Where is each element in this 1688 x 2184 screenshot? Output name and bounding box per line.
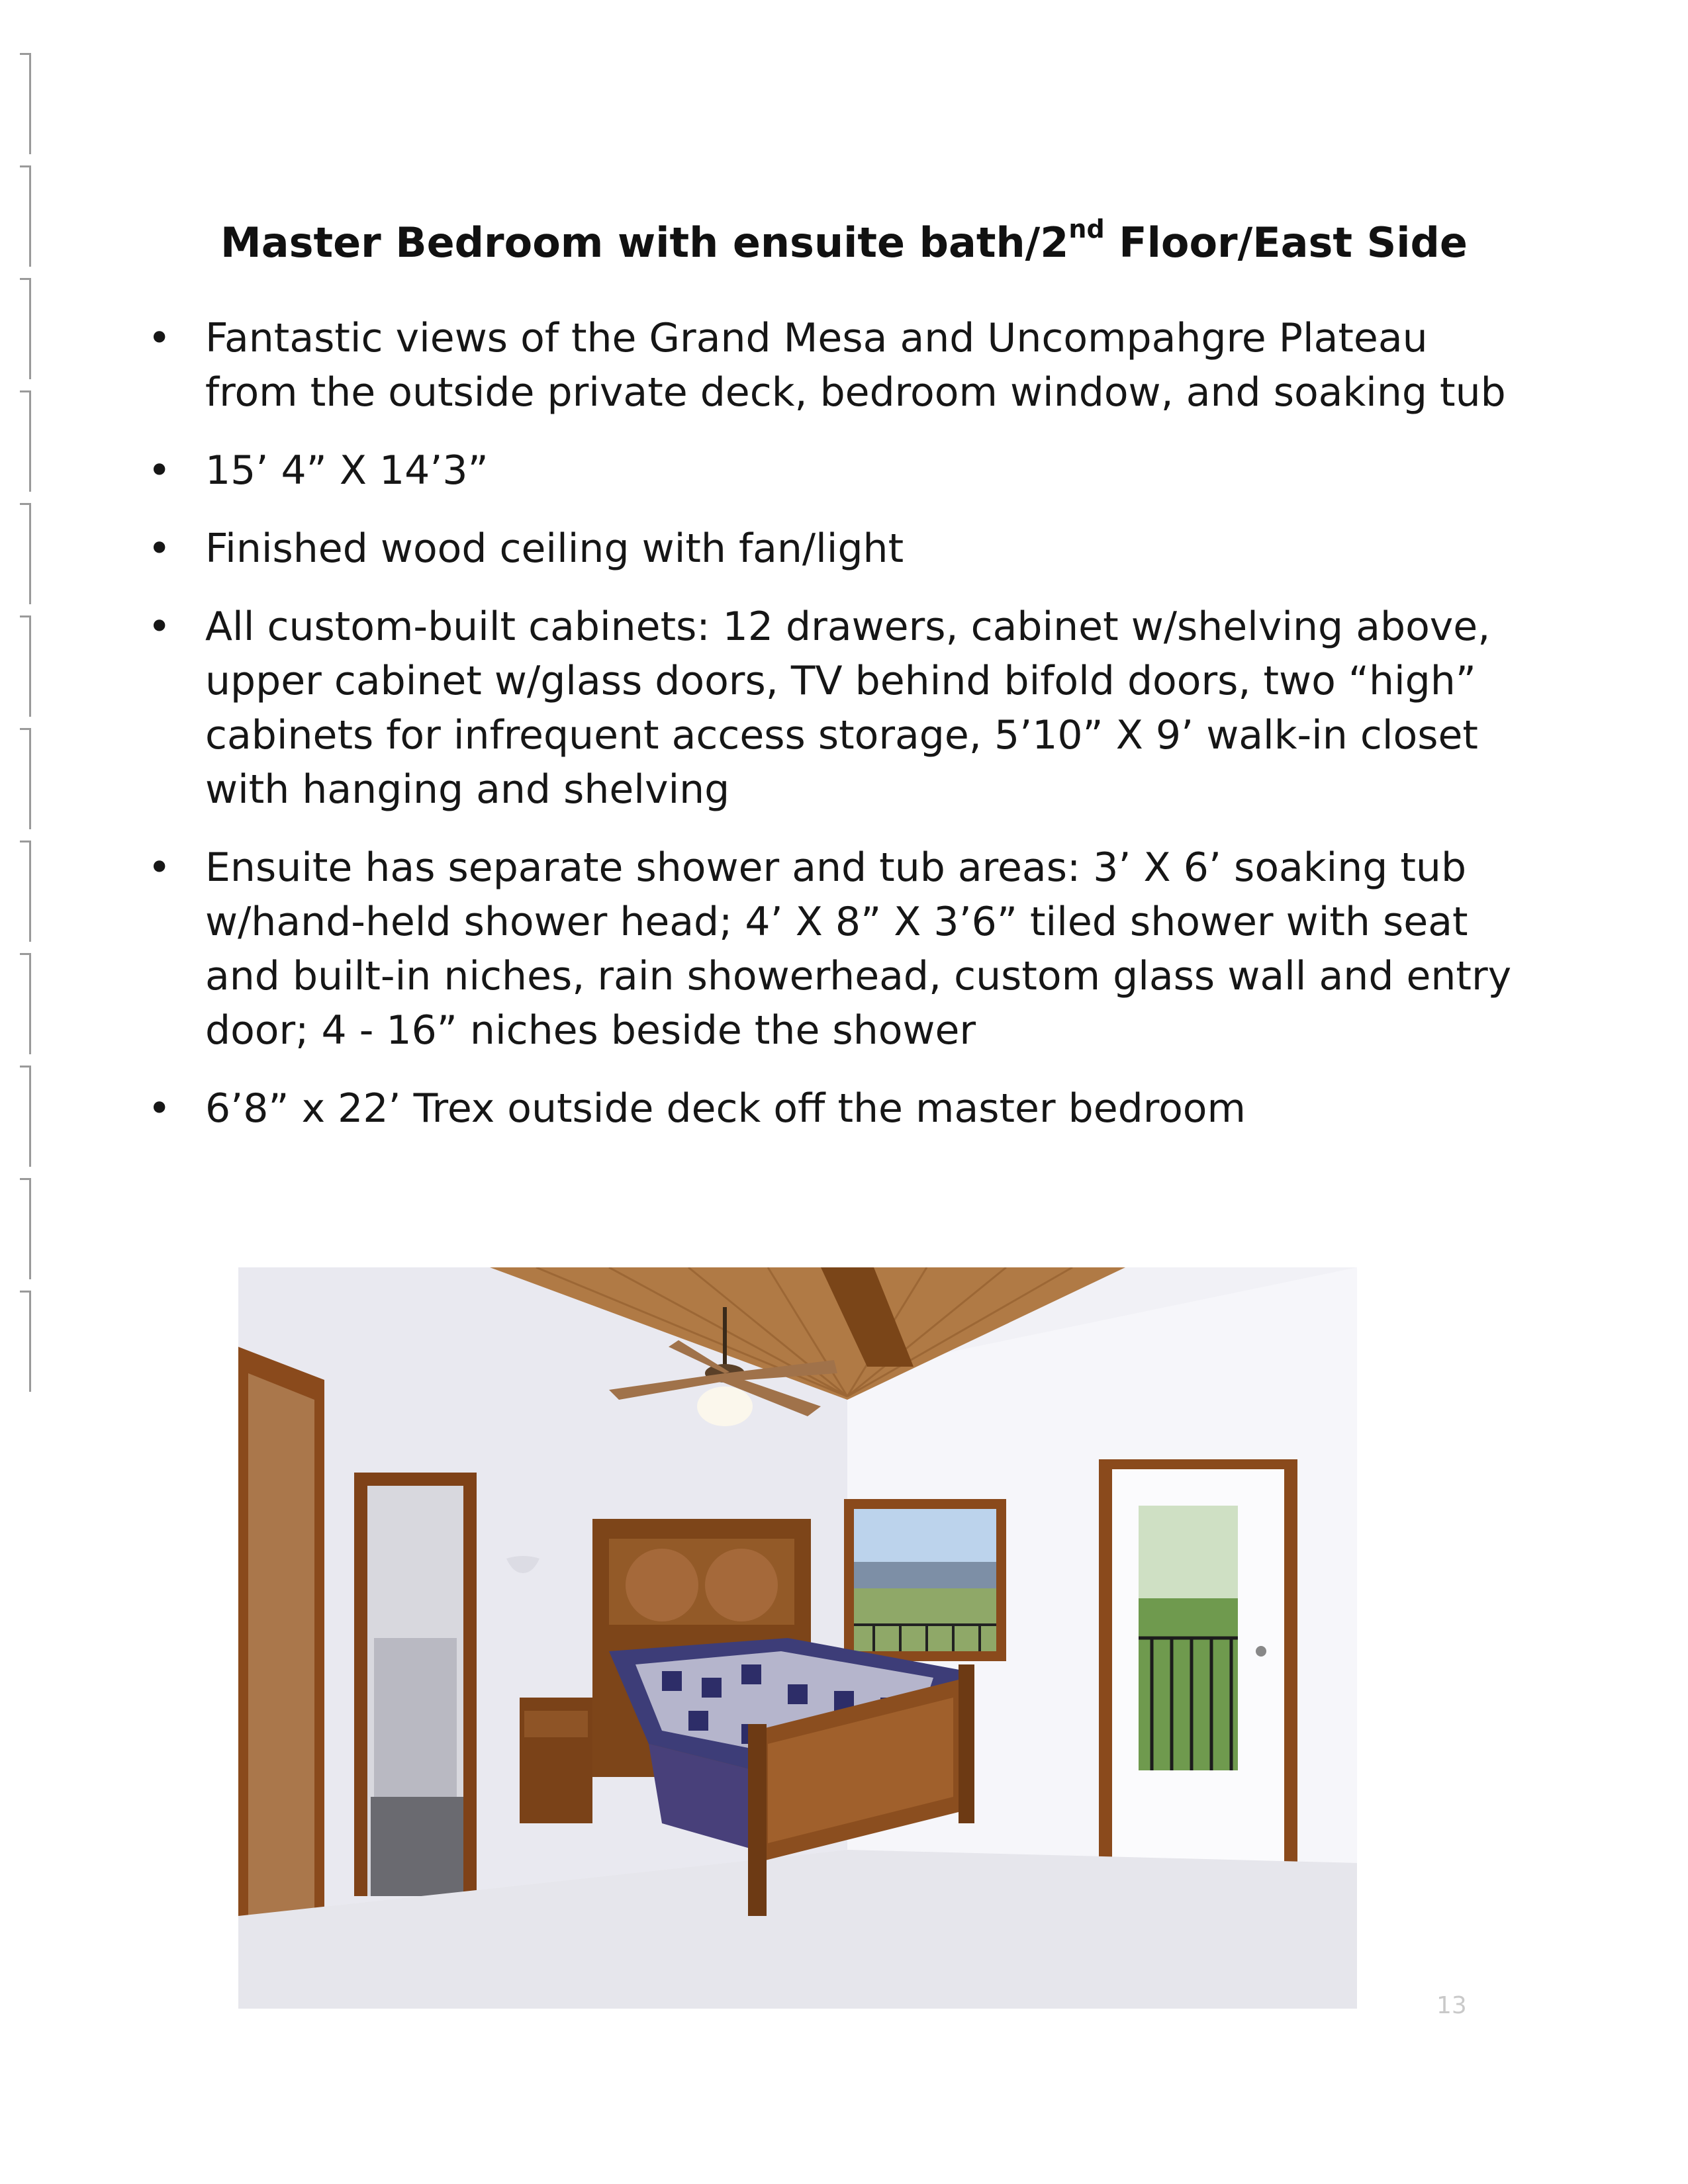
master-bedroom-photo (238, 1267, 1357, 2009)
list-item: • Finished wood ceiling with fan/light (148, 525, 904, 572)
list-item: • Ensuite has separate shower and tub areas: 3’ X 6’ soaking tub w/hand-held shower head; 4’ X 8” X 3’6” tiled shower with seat and built-in niches, rain showerhead, custom glass wall and entry door; 4 - 16” niches beside the shower (148, 844, 1512, 1054)
list-item: • Fantastic views of the Grand Mesa and Uncompahgre Plateau from the outside private deck, bedroom window, and soaking tub (148, 315, 1506, 416)
page-title: Master Bedroom with ensuite bath/2nd Floor/East Side (220, 214, 1468, 267)
list-item: • 6’8” x 22’ Trex outside deck off the master bedroom (148, 1085, 1246, 1132)
list-item: • 15’ 4” X 14’3” (148, 447, 489, 494)
page-number: 13 (1436, 1992, 1467, 2019)
list-item: • All custom-built cabinets: 12 drawers, cabinet w/shelving above, upper cabinet w/glass doors, TV behind bifold doors, two “high” cabinets for infrequent access storage, 5’10” X 9’ walk-in closet with hanging and shelving (148, 604, 1491, 813)
feature-list (142, 311, 1519, 1160)
binder-hole-marks (20, 53, 33, 1641)
